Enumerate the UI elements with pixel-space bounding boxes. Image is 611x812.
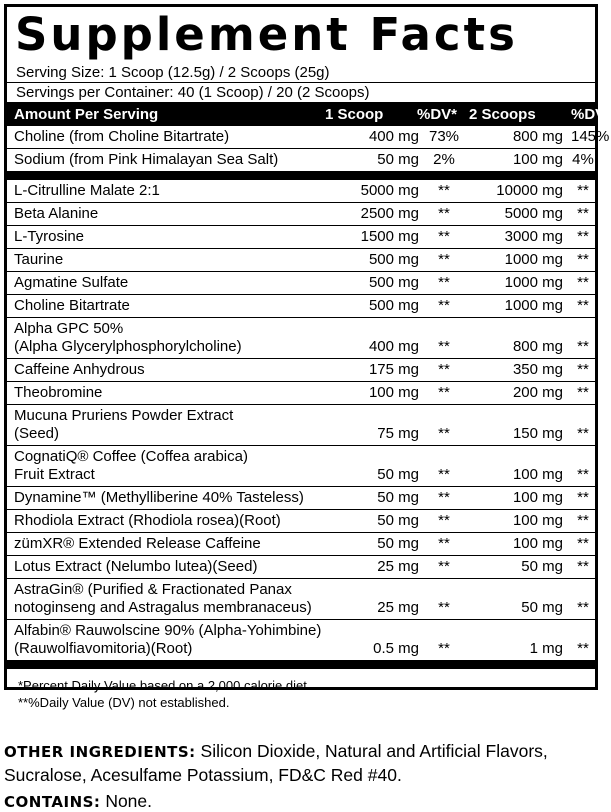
dv-2-scoops: ** [577,535,589,552]
ingredient-name [7,249,347,271]
table-row [7,318,595,359]
ingredient-name-line: Agmatine Sulfate [14,274,129,291]
dv-1-scoop: ** [438,182,450,199]
amount-2-scoops: 50 mg [521,558,563,575]
table-row [7,126,610,149]
ingredient-name [7,318,347,358]
ingredient-name [7,620,347,660]
amount-1-scoop: 5000 mg [360,182,419,199]
ingredient-name-line: Caffeine Anhydrous [14,361,145,378]
ingredient-name-line: notoginseng and Astragalus membranaceus) [14,599,312,616]
dv-2-scoops: ** [577,558,589,575]
header-dv-2: %DV* [571,105,611,123]
ingredient-name [7,510,347,532]
dv-2-scoops: 4% [572,151,594,168]
dv-2-scoops: ** [577,640,589,657]
dv-1-scoop: ** [438,599,450,616]
amount-1-scoop: 1500 mg [360,228,419,245]
header-dv-1: %DV* [417,105,458,123]
ingredient-name-line: Choline Bitartrate [14,297,130,314]
ingredient-name-line: Fruit Extract [14,466,95,483]
contains-label: CONTAINS: [4,793,101,811]
dv-2-scoops: ** [577,338,589,355]
ingredient-name-line: Sodium (from Pink Himalayan Sea Salt) [14,151,279,168]
dv-2-scoops: ** [577,599,589,616]
dv-1-scoop: ** [438,640,450,657]
table-row [7,487,595,510]
amount-1-scoop: 400 mg [368,128,419,145]
ingredient-name [7,359,347,381]
amount-2-scoops: 1000 mg [504,297,563,314]
amount-1-scoop: 400 mg [368,338,419,355]
amount-1-scoop: 0.5 mg [373,640,419,657]
table-row [7,359,595,382]
ingredient-name-line: Alpha GPC 50% [14,320,124,337]
dv-2-scoops: 145% [571,128,610,145]
table-row [7,249,595,272]
amount-2-scoops: 1000 mg [504,274,563,291]
amount-2-scoops: 100 mg [512,489,563,506]
thick-divider [7,171,595,180]
amount-1-scoop: 500 mg [368,297,419,314]
ingredient-rows [7,180,595,660]
header-1-scoop: 1 Scoop [325,105,384,123]
ingredient-name-line: Lotus Extract (Nelumbo lutea)(Seed) [14,558,258,575]
ingredient-name-line: Dynamine™ (Methylliberine 40% Tasteless) [14,489,304,506]
dv-1-scoop: ** [438,338,450,355]
amount-2-scoops: 5000 mg [504,205,563,222]
table-row [7,556,595,579]
table-row [7,533,595,556]
dv-2-scoops: ** [577,274,589,291]
amount-1-scoop: 2500 mg [360,205,419,222]
amount-2-scoops: 100 mg [512,151,563,168]
ingredient-name-line: Beta Alanine [14,205,99,222]
amount-2-scoops: 50 mg [521,599,563,616]
ingredient-name [7,203,347,225]
amount-2-scoops: 1 mg [529,640,563,657]
amount-1-scoop: 100 mg [368,384,419,401]
ingredient-name-line: AstraGin® (Purified & Fractionated Panax [14,581,292,598]
dv-1-scoop: ** [438,558,450,575]
amount-1-scoop: 50 mg [377,466,419,483]
ingredient-name [7,556,347,578]
dv-2-scoops: ** [577,182,589,199]
other-ingredients-label: OTHER INGREDIENTS: [4,743,196,761]
dv-1-scoop: ** [438,228,450,245]
dv-2-scoops: ** [577,251,589,268]
header-2-scoops: 2 Scoops [469,105,536,123]
amount-2-scoops: 150 mg [512,425,563,442]
table-row [7,180,595,203]
table-row [7,149,595,171]
ingredient-name-line: L-Tyrosine [14,228,85,245]
amount-1-scoop: 500 mg [368,251,419,268]
dv-2-scoops: ** [577,512,589,529]
ingredient-name-line: (Rauwolfiavomitoria)(Root) [14,640,193,657]
amount-2-scoops: 3000 mg [504,228,563,245]
ingredient-name-line: Mucuna Pruriens Powder Extract [14,407,234,424]
dv-1-scoop: ** [438,274,450,291]
ingredient-name-line: CognatiQ® Coffee (Coffea arabica) [14,448,248,465]
dv-1-scoop: ** [438,489,450,506]
dv-1-scoop: ** [438,361,450,378]
contains [4,791,152,812]
nutrient-rows [7,126,610,171]
serving-size: Serving Size: 1 Scoop (12.5g) / 2 Scoops (25g) [16,64,330,81]
amount-1-scoop: 50 mg [377,512,419,529]
dv-2-scoops: ** [577,228,589,245]
ingredient-name-line: L-Citrulline Malate 2:1 [14,182,160,199]
amount-2-scoops: 1000 mg [504,251,563,268]
header-amount: Amount Per Serving [14,105,159,123]
ingredient-name [7,382,347,404]
footnotes [7,669,595,711]
dv-2-scoops: ** [577,361,589,378]
table-row [7,295,595,318]
amount-1-scoop: 500 mg [368,274,419,291]
dv-1-scoop: ** [438,297,450,314]
dv-1-scoop: ** [438,251,450,268]
amount-2-scoops: 10000 mg [496,182,563,199]
ingredient-name-line: (Seed) [14,425,60,442]
amount-2-scoops: 800 mg [512,338,563,355]
ingredient-name-line: Rhodiola Extract (Rhodiola rosea)(Root) [14,512,281,529]
other-ingredients-text: Silicon Dioxide, Natural and Artificial Flavors, Sucralose, Acesulfame Potassium, FD&C Red #40. [4,741,548,785]
supplement-facts-panel [4,4,611,710]
table-row [7,405,595,446]
dv-2-scoops: ** [577,425,589,442]
amount-2-scoops: 200 mg [512,384,563,401]
ingredient-name [7,405,347,445]
ingredient-name-line: Theobromine [14,384,103,401]
amount-1-scoop: 175 mg [368,361,419,378]
table-row [7,446,595,487]
dv-2-scoops: ** [577,466,589,483]
ingredient-name [7,272,347,294]
amount-1-scoop: 25 mg [377,599,419,616]
amount-2-scoops: 800 mg [512,128,563,145]
ingredient-name [7,226,347,248]
amount-2-scoops: 350 mg [512,361,563,378]
ingredient-name-line: Alfabin® Rauwolscine 90% (Alpha-Yohimbine) [14,622,322,639]
table-row [7,579,595,620]
thick-divider [7,660,595,669]
amount-1-scoop: 25 mg [377,558,419,575]
dv-2-scoops: ** [577,384,589,401]
footnote-dv: *Percent Daily Value based on a 2,000 calorie diet. [18,678,311,693]
amount-1-scoop: 75 mg [377,425,419,442]
ingredient-name-line: Choline (from Choline Bitartrate) [14,128,230,145]
ingredient-name-line: Taurine [14,251,64,268]
ingredient-name [7,533,347,555]
amount-2-scoops: 100 mg [512,466,563,483]
dv-1-scoop: 73% [428,128,460,145]
table-row [7,510,595,533]
table-header [7,102,611,126]
amount-1-scoop: 50 mg [377,535,419,552]
ingredient-name-line: (Alpha Glycerylphosphorylcholine) [14,338,242,355]
dv-2-scoops: ** [577,297,589,314]
amount-2-scoops: 100 mg [512,535,563,552]
ingredient-name [7,487,347,509]
ingredient-name [7,126,347,148]
dv-1-scoop: ** [438,535,450,552]
contains-text: None. [105,791,153,811]
ingredient-name [7,579,347,619]
dv-2-scoops: ** [577,489,589,506]
table-row [7,382,595,405]
dv-1-scoop: ** [438,425,450,442]
ingredient-name [7,446,347,486]
table-row [7,226,595,249]
dv-1-scoop: 2% [433,151,455,168]
dv-2-scoops: ** [577,205,589,222]
amount-1-scoop: 50 mg [377,489,419,506]
panel-title: Supplement Facts [15,8,518,61]
dv-1-scoop: ** [438,384,450,401]
amount-2-scoops: 100 mg [512,512,563,529]
table-row [7,620,595,660]
ingredient-name [7,295,347,317]
servings-per-container: Servings per Container: 40 (1 Scoop) / 20 (2 Scoops) [16,84,370,101]
dv-1-scoop: ** [438,466,450,483]
dv-1-scoop: ** [438,205,450,222]
table-row [7,272,595,295]
amount-1-scoop: 50 mg [377,151,419,168]
ingredient-name [7,180,347,202]
footnote-not-established: **%Daily Value (DV) not established. [18,695,230,710]
dv-1-scoop: ** [438,512,450,529]
table-row [7,203,595,226]
ingredient-name [7,149,347,171]
other-ingredients [4,740,604,787]
ingredient-name-line: zümXR® Extended Release Caffeine [14,535,261,552]
